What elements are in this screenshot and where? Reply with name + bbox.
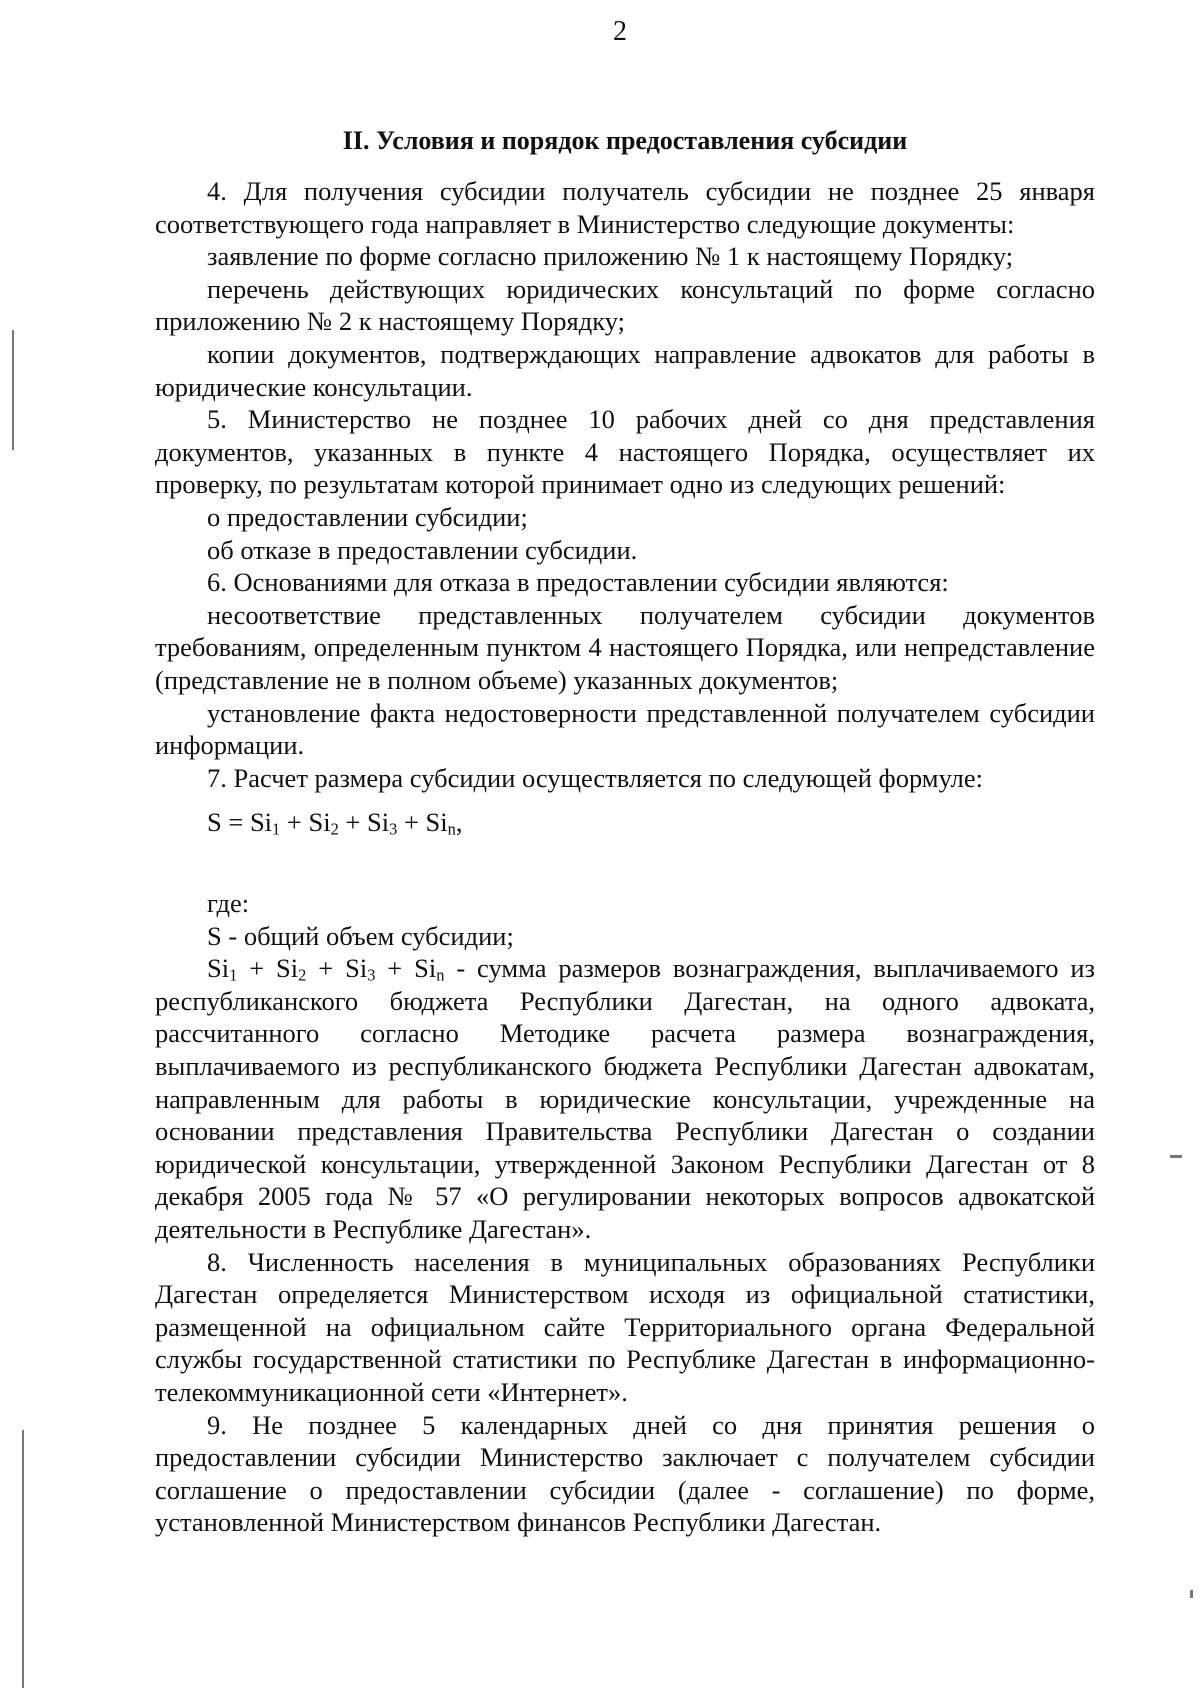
scan-artifact-left-line [12,330,14,450]
formula-lhs: S = [207,807,250,837]
subsidy-formula [207,805,462,839]
paragraph-5-option-grant: о предоставлении субсидии; [207,501,528,532]
formula-term: $Si_1$ + [249,807,309,839]
formula-term: $Si_2$ + [308,807,367,839]
page-number: 2 [613,16,627,47]
paragraph-4: 4. Для получения субсидии получатель субсидии не позднее 25 января соответствующего года направляет в Министерство следующие документы: [155,176,1095,239]
paragraph-6: 6. Основаниями для отказа в предоставлении субсидии являются: [207,567,949,598]
paragraph-4-item-copies: копии документов, подтверждающих направление адвокатов для работы в юридические консультации. [155,338,1095,402]
paragraph-5: 5. Министерство не позднее 10 рабочих дней со дня представления документов, указанных в пункте 4 настоящего Порядка, осуществляет их проверку, по результатам которой принимает одно из следующих решений: [155,404,1095,500]
definition-total-subsidy: S - общий объем субсидии; [207,920,514,951]
paragraph-4-item-list: перечень действующих юридических консультаций по форме согласно приложению № 2 к настоящему Порядку; [155,273,1095,337]
paragraph-7: 7. Расчет размера субсидии осуществляется по следующей формуле: [207,762,984,793]
paragraph-4-item-application: заявление по форме согласно приложению № 1 к настоящему Порядку; [207,241,1014,272]
definition-sum: $Si_1 + Si_2 + Si_3 + Si_n$ - сумма размеров вознаграждения, выплачиваемого из республиканского бюджета Республики Дагестан, на одного адвоката, рассчитанного согласно Методике расчета размера вознаграждения, выплачиваемого из республиканского бюджета Республики Дагестан адвокатам, направленным для работы в юридические консультации, учрежденные на основании представления Правительства Республики Дагестан о создании юридической консультации, утвержденной Законом Республики Дагестан от 8 декабря 2005 года № 57 «О регулировании некоторых вопросов адвокатской деятельности в Республике Дагестан». [155,953,1096,1244]
scan-artifact-dash [1170,1155,1182,1158]
paragraph-8: 8. Численность населения в муниципальных образованиях Республики Дагестан определяется Министерством исходя из официальной статистики, размещенной на официальном сайте Территориального органа Федеральной службы государственной статистики по Республике Дагестан в информационно-телекоммуникационной сети «Интернет». [155,1246,1095,1407]
scan-artifact-left-line [22,1430,24,1688]
text-block-before-formula [155,175,1095,794]
paragraph-6-ground-false-info: установление факта недостоверности представленной получателем субсидии информации. [155,697,1095,761]
text-block-after-formula [155,887,1095,1539]
formula-term: $Si_3$ + [367,807,426,839]
section-title: II. Условия и порядок предоставления субсидии [342,126,908,155]
formula-term: $Si_n$, [425,807,463,839]
paragraph-5-option-refuse: об отказе в предоставлении субсидии. [207,534,638,565]
paragraph-6-ground-mismatch: несоответствие представленных получателем субсидии документов требованиям, определенным пунктом 4 настоящего Порядка, или непредставление (представление не в полном объеме) указанных документов; [155,599,1095,695]
paragraph-9: 9. Не позднее 5 календарных дней со дня принятия решения о предоставлении субсидии Министерство заключает с получателем субсидии соглашение о предоставлении субсидии (далее - соглашение) по форме, установленной Министерством финансов Республики Дагестан. [155,1409,1095,1538]
where-label: где: [207,888,250,918]
scan-artifact-dot [1190,1590,1193,1598]
